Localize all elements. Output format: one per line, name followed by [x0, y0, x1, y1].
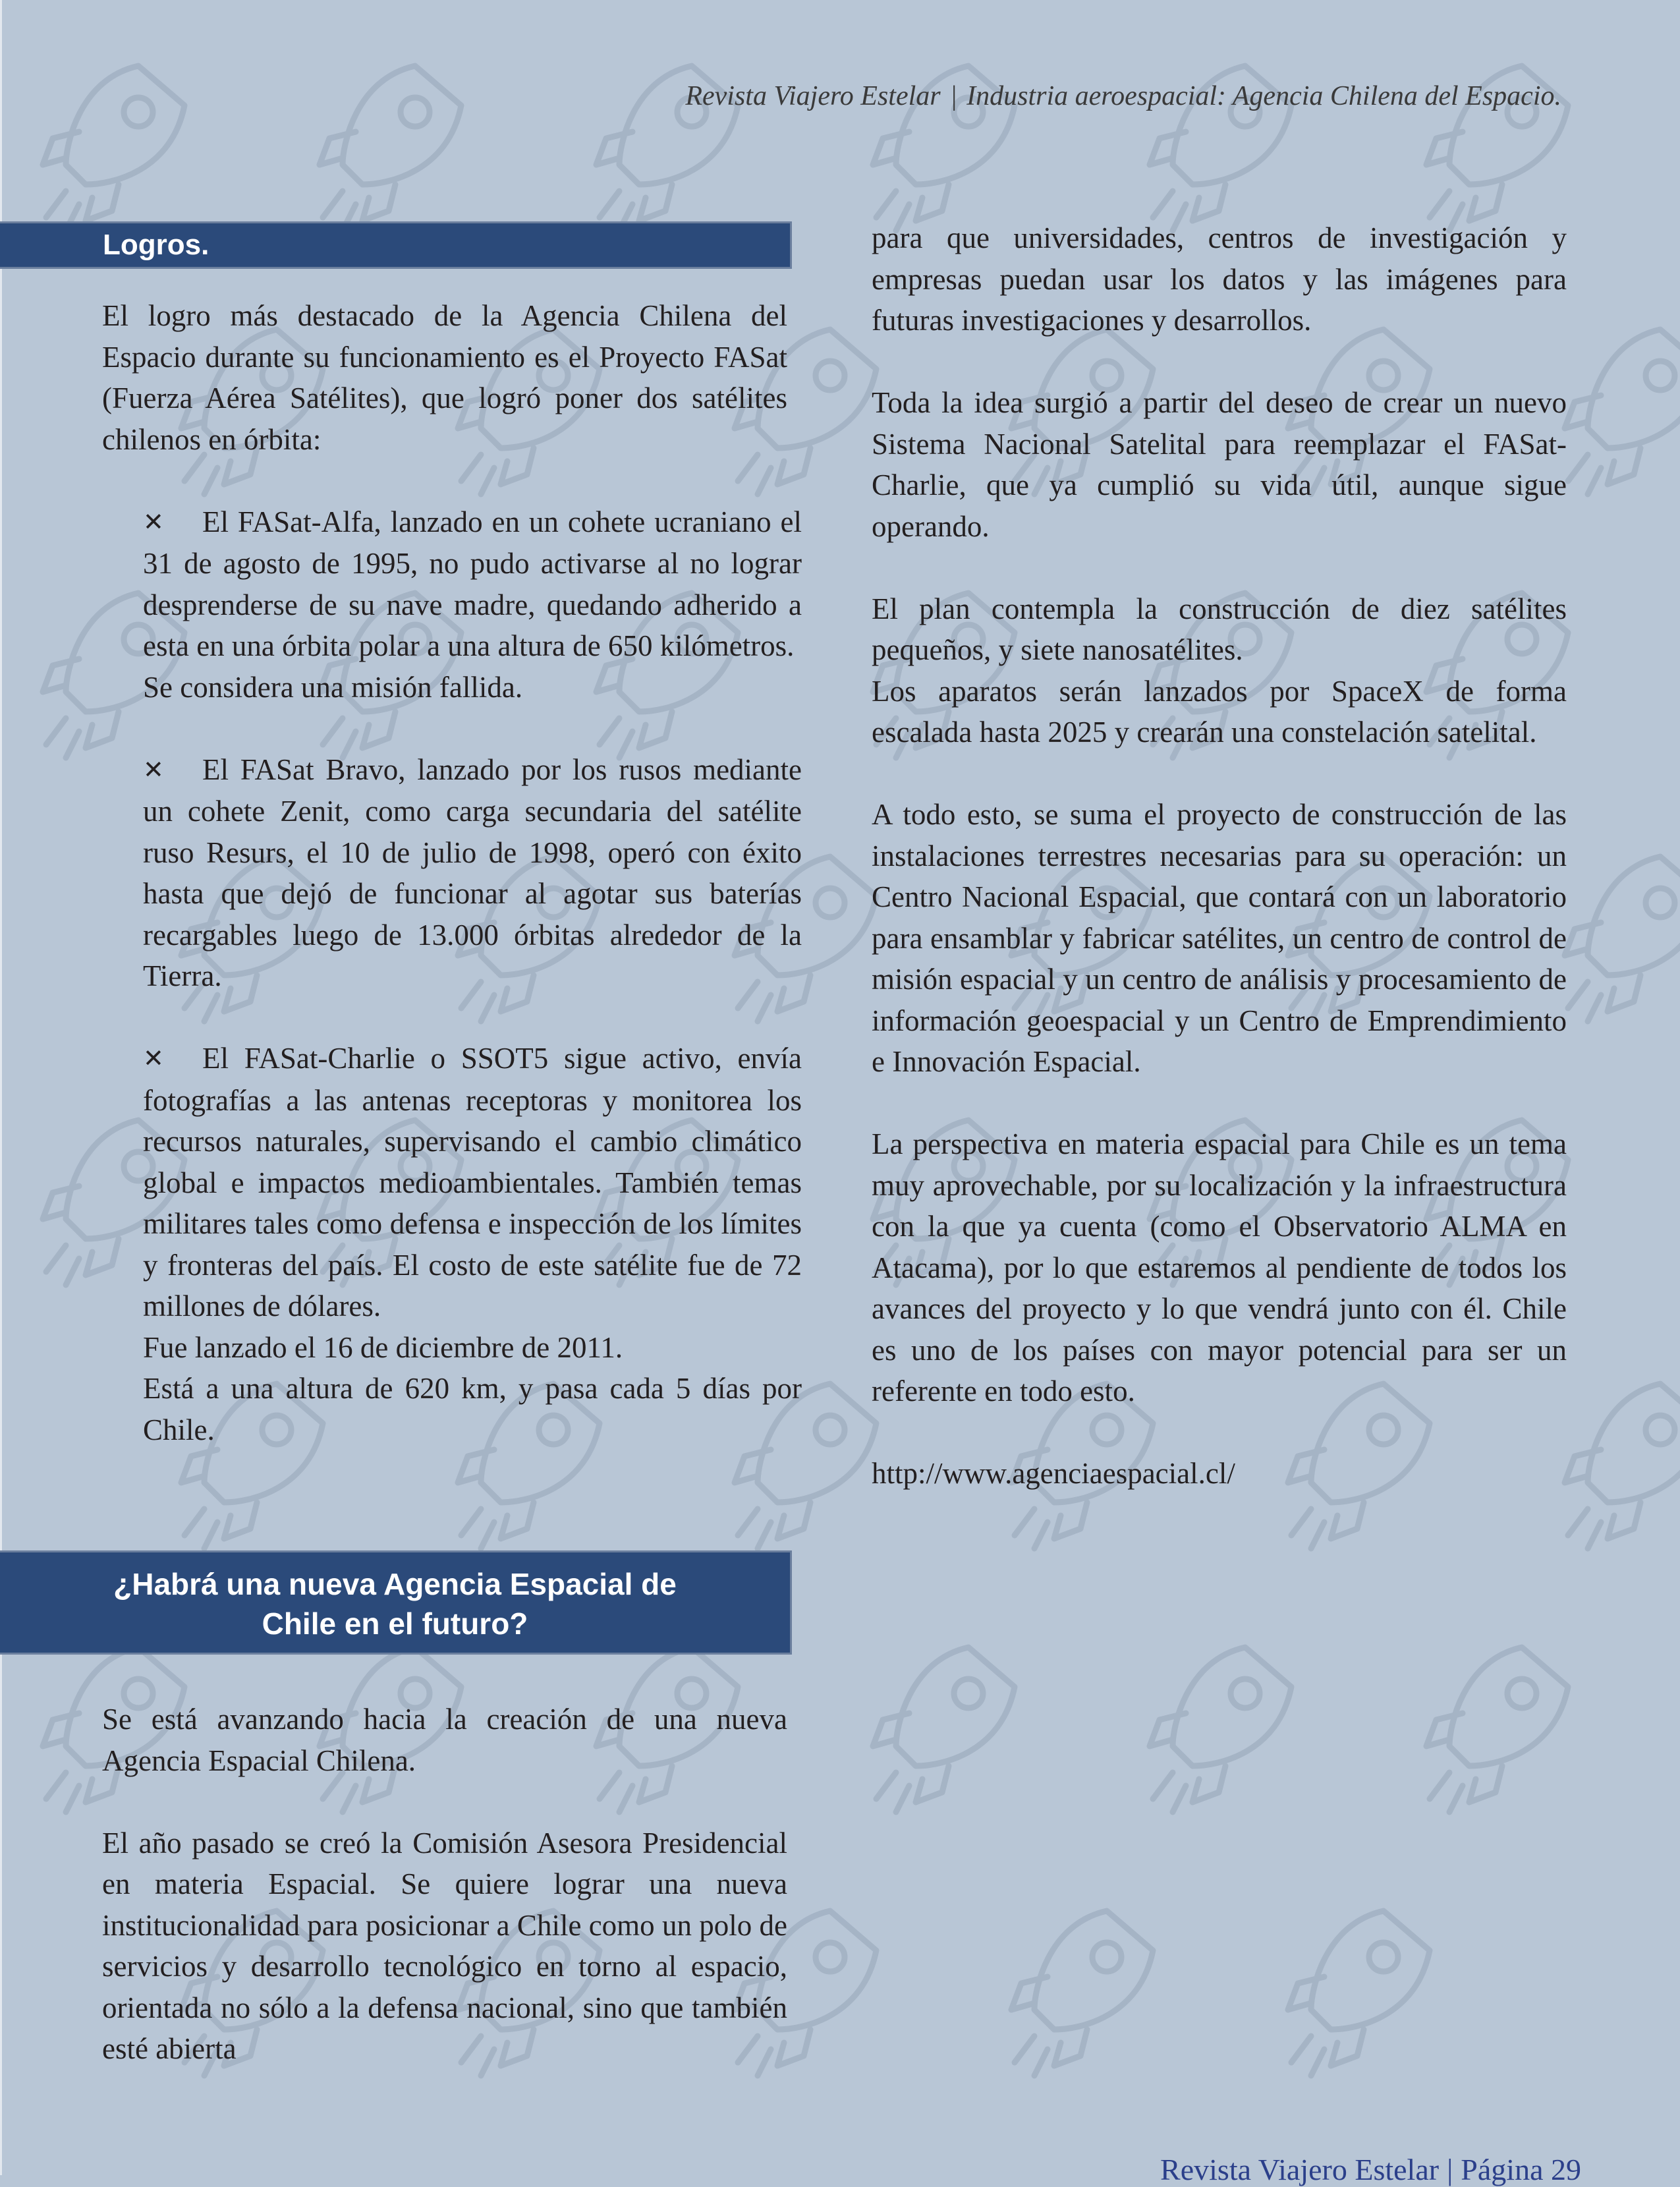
right-paragraph-5: A todo esto, se suma el proyecto de construcción de las instalaciones terrestres necesarias para su operación: un Centro Nacional Espacial, que contará con un laboratorio para ensamblar y fabricar satélites, un centro de control de misión espacial y un centro de análisis y procesamiento de información geoespacial y un Centro de Emprendimiento e Innovación Espacial. — [872, 798, 1567, 1078]
header-section-title: Industria aeroespacial: Agencia Chilena del Espacio. — [966, 81, 1561, 111]
page-number: Página 29 — [1461, 2153, 1581, 2186]
future-paragraph-1: Se está avanzando hacia la creación de una nueva Agencia Espacial Chilena. — [102, 1703, 787, 1777]
x-mark-icon: ✕ — [143, 1045, 164, 1073]
x-mark-icon: ✕ — [143, 756, 164, 784]
future-heading-line-2: Chile en el futuro? — [262, 1606, 528, 1641]
fasat-alfa-note: Se considera una misión fallida. — [143, 670, 523, 704]
right-column — [872, 217, 1567, 1494]
right-paragraph-6: La perspectiva en materia espacial para Chile es un tema muy aprovechable, por su localización y la infraestructura con la que ya cuenta (como el Observatorio ALMA en Atacama), por lo que estaremos al pendiente de todos los avances del proyecto y lo que vendrá junto con él. Chile es uno de los países con mayor potencial para ser un referente en todo esto. — [872, 1127, 1567, 1407]
fasat-charlie-text: El FASat-Charlie o SSOT5 sigue activo, envía fotografías a las antenas receptoras y monitorea los recursos naturales, supervisando el cambio climático global e impactos medioambientales. También temas militares tales como defensa e inspección de los límites y fronteras del país. El costo de este satélite fue de 72 millones de dólares. — [143, 1042, 802, 1322]
fasat-charlie-altitude: Está a una altura de 620 km, y pasa cada 5 días por Chile. — [143, 1372, 802, 1446]
running-header — [685, 80, 1561, 112]
page-footer — [1160, 2152, 1581, 2187]
x-mark-icon: ✕ — [143, 508, 164, 536]
header-magazine-title: Revista Viajero Estelar — [685, 81, 941, 111]
fasat-alfa-text: El FASat-Alfa, lanzado en un cohete ucraniano el 31 de agosto de 1995, no pudo activarse al no lograr desprenderse de su nave madre, quedando adherido a esta en una órbita polar a una altura de 650 kilómetros. — [143, 505, 802, 662]
left-column-lower — [0, 0, 797, 2175]
footer-separator: | — [1447, 2153, 1453, 2186]
right-paragraph-4: Los aparatos serán lanzados por SpaceX de forma escalada hasta 2025 y crearán una constelación satelital. — [872, 674, 1567, 749]
footer-magazine-title: Revista Viajero Estelar — [1160, 2153, 1440, 2186]
agency-website-link[interactable]: http://www.agenciaespacial.cl/ — [872, 1457, 1235, 1490]
fasat-charlie-launch: Fue lanzado el 16 de diciembre de 2011. — [143, 1330, 623, 1364]
future-agency-body — [102, 1699, 787, 2070]
future-agency-heading — [0, 1550, 792, 1655]
header-separator: | — [949, 81, 958, 111]
right-paragraph-2: Toda la idea surgió a partir del deseo de crear un nuevo Sistema Nacional Satelital para reemplazar el FASat-Charlie, que ya cumplió su vida útil, aunque sigue operando. — [872, 386, 1567, 543]
fasat-bravo-text: El FASat Bravo, lanzado por los rusos mediante un cohete Zenit, como carga secundaria del satélite ruso Resurs, el 10 de julio de 1998, operó con éxito hasta que dejó de funcionar al agotar sus baterías recargables luego de 13.000 órbitas alrededor de la Tierra. — [143, 753, 802, 992]
right-paragraph-3: El plan contempla la construcción de diez satélites pequeños, y siete nanosatélites. — [872, 592, 1567, 666]
logros-heading: Logros. — [0, 221, 792, 269]
future-heading-line-1: ¿Habrá una nueva Agencia Espacial de — [113, 1567, 677, 1601]
future-paragraph-2: El año pasado se creó la Comisión Asesora Presidencial en materia Espacial. Se quiere lograr una nueva institucionalidad para posicionar a Chile como un polo de servicios y desarrollo tecnológico en torno al espacio, orientada no sólo a la defensa nacional, sino que también esté abierta — [102, 1826, 787, 2065]
right-paragraph-1: para que universidades, centros de investigación y empresas puedan usar los datos y las imágenes para futuras investigaciones y desarrollos. — [872, 221, 1567, 337]
intro-paragraph: El logro más destacado de la Agencia Chilena del Espacio durante su funcionamiento es el Proyecto FASat (Fuerza Aérea Satélites), que logró poner dos satélites chilenos en órbita: — [102, 299, 787, 456]
